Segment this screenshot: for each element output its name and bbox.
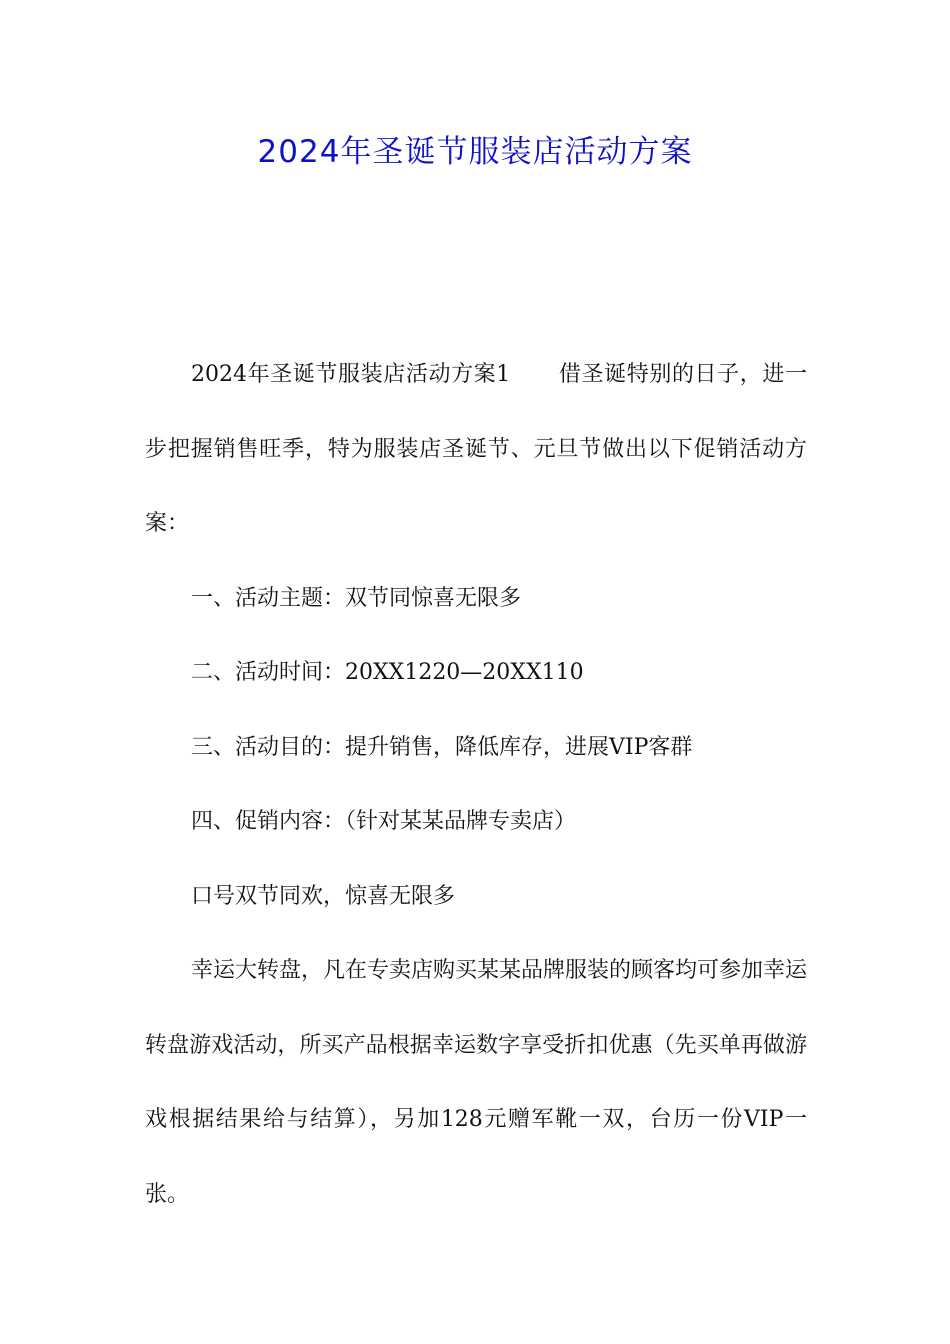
document-body — [145, 338, 807, 1232]
item-promotion: 四、促销内容：（针对某某品牌专卖店） — [191, 809, 577, 834]
item-lucky-wheel: 幸运大转盘，凡在专卖店购买某某品牌服装的顾客均可参加幸运转盘游戏活动，所买产品根据幸运数字享受折扣优惠（先买单再做游戏根据结果给与结算），另加128元赠军靴一双，台历一份VIP一张。 — [145, 958, 808, 1207]
item-time: 二、活动时间：20XX1220—20XX110 — [191, 660, 584, 685]
intro-heading: 2024年圣诞节服装店活动方案1 — [191, 362, 511, 387]
item-purpose: 三、活动目的：提升销售，降低库存，进展VIP客群 — [191, 734, 693, 760]
document-title: 2024年圣诞节服装店活动方案 — [257, 134, 693, 170]
item-slogan: 口号双节同欢，惊喜无限多 — [191, 883, 456, 909]
intro-text: 借圣诞特别的日子，进一步把握销售旺季，特为服装店圣诞节、元旦节做出以下促销活动方案： — [145, 362, 807, 536]
item-theme: 一、活动主题：双节同惊喜无限多 — [191, 585, 522, 611]
intro-paragraph — [145, 338, 807, 562]
